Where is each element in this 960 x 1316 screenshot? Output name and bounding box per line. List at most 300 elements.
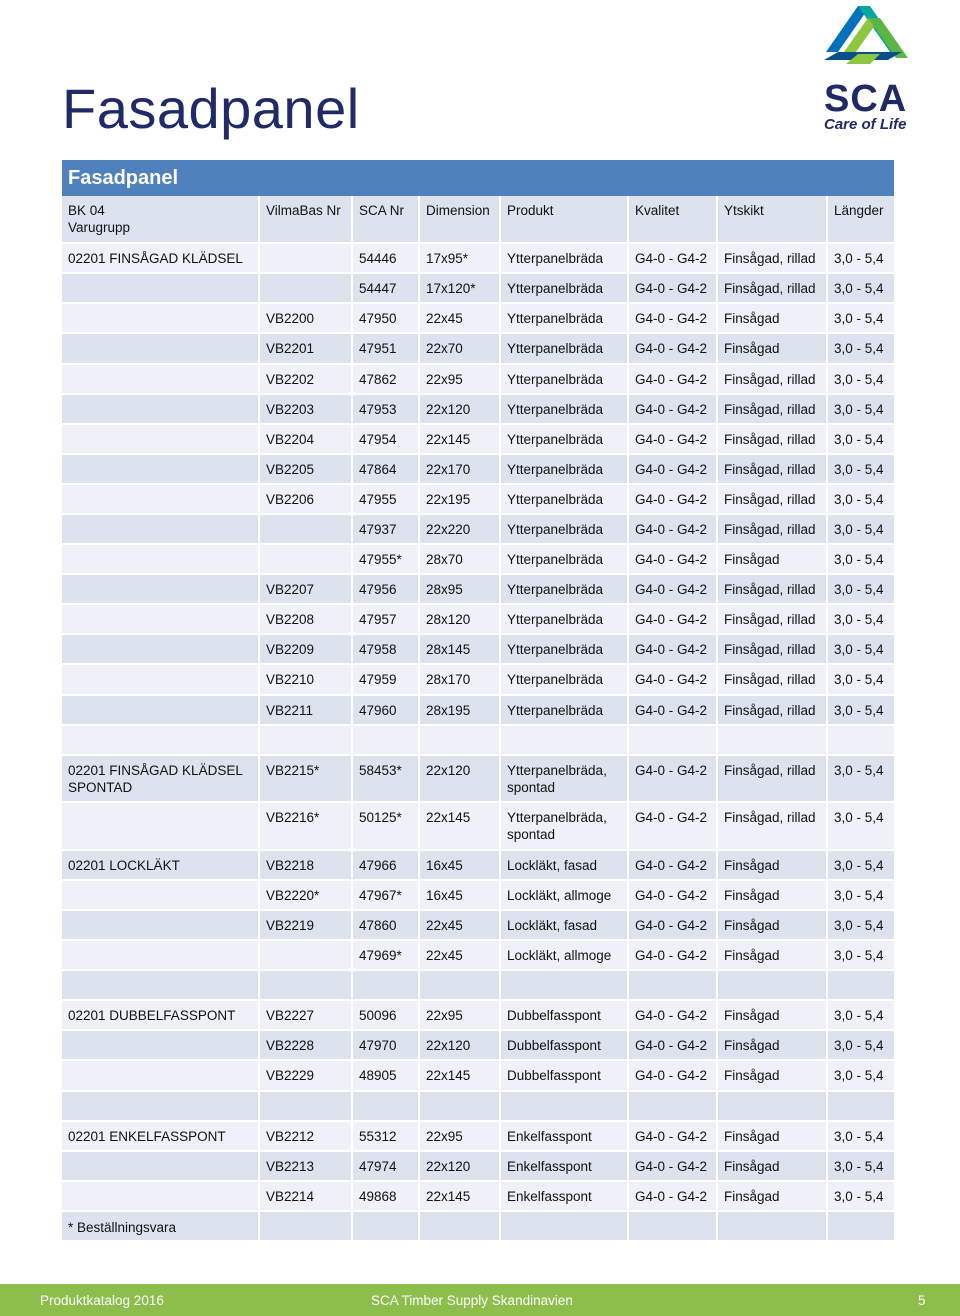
table-cell: 47864 — [353, 455, 420, 485]
table-cell: 22x170 — [420, 455, 501, 485]
table-cell: G4-0 - G4-2 — [629, 803, 718, 851]
table-cell — [62, 1152, 260, 1182]
table-cell — [62, 515, 260, 545]
table-cell — [828, 971, 894, 1001]
table-cell — [62, 425, 260, 455]
table-row — [62, 941, 894, 971]
table-cell: Finsågad — [718, 911, 828, 941]
table-cell: Finsågad, rillad — [718, 244, 828, 274]
table-cell: Finsågad, rillad — [718, 575, 828, 605]
table-cell: 47950 — [353, 304, 420, 334]
column-header: BK 04 Varugrupp — [62, 196, 260, 244]
table-cell: Lockläkt, allmoge — [501, 941, 629, 971]
table-cell — [828, 1092, 894, 1122]
table-cell: 54447 — [353, 274, 420, 304]
table-cell — [353, 726, 420, 756]
table-cell: Ytterpanelbräda — [501, 696, 629, 726]
table-cell: G4-0 - G4-2 — [629, 575, 718, 605]
table-cell: VB2212 — [260, 1122, 353, 1152]
table-cell: VB2218 — [260, 851, 353, 881]
table-cell: 3,0 - 5,4 — [828, 851, 894, 881]
table-cell: VB2213 — [260, 1152, 353, 1182]
table-cell: Ytterpanelbräda, spontad — [501, 756, 629, 804]
table-cell: Lockläkt, fasad — [501, 851, 629, 881]
column-header: Produkt — [501, 196, 629, 244]
table-row — [62, 485, 894, 515]
table-cell — [260, 244, 353, 274]
table-cell — [501, 726, 629, 756]
table-cell: G4-0 - G4-2 — [629, 665, 718, 695]
table-cell: 28x70 — [420, 545, 501, 575]
table-cell: 22x95 — [420, 1001, 501, 1031]
table-cell: Ytterpanelbräda — [501, 605, 629, 635]
table-cell: VB2211 — [260, 696, 353, 726]
table-row — [62, 304, 894, 334]
table-cell: VB2204 — [260, 425, 353, 455]
column-header: Dimension — [420, 196, 501, 244]
table-cell: Finsågad — [718, 941, 828, 971]
table-cell: 22x120 — [420, 1031, 501, 1061]
table-cell: VB2208 — [260, 605, 353, 635]
table-cell: 22x45 — [420, 911, 501, 941]
table-cell: 22x120 — [420, 756, 501, 804]
table-row — [62, 1001, 894, 1031]
table-cell: 22x145 — [420, 1061, 501, 1091]
table-cell: 17x95* — [420, 244, 501, 274]
table-cell: VB2205 — [260, 455, 353, 485]
table-cell: G4-0 - G4-2 — [629, 756, 718, 804]
table-cell: 3,0 - 5,4 — [828, 941, 894, 971]
table-cell: VB2220* — [260, 881, 353, 911]
table-cell: 3,0 - 5,4 — [828, 1122, 894, 1152]
table-cell — [718, 1212, 828, 1242]
table-cell: Dubbelfasspont — [501, 1031, 629, 1061]
table-cell: G4-0 - G4-2 — [629, 696, 718, 726]
table-body — [62, 196, 894, 1242]
table-row — [62, 911, 894, 941]
table-cell — [420, 1212, 501, 1242]
table-cell — [62, 274, 260, 304]
table-cell — [828, 726, 894, 756]
table-row — [62, 1092, 894, 1122]
table-cell — [420, 1092, 501, 1122]
footnote: * Beställningsvara — [68, 1220, 177, 1235]
table-cell — [62, 545, 260, 575]
table-cell: 3,0 - 5,4 — [828, 803, 894, 851]
table-cell: 3,0 - 5,4 — [828, 911, 894, 941]
table-cell — [629, 1212, 718, 1242]
table-cell: Finsågad, rillad — [718, 605, 828, 635]
table-cell: 28x120 — [420, 605, 501, 635]
table-cell: Finsågad, rillad — [718, 635, 828, 665]
table-cell — [501, 1212, 629, 1242]
table-cell: 47960 — [353, 696, 420, 726]
table-cell: 3,0 - 5,4 — [828, 274, 894, 304]
table-cell: 02201 FINSÅGAD KLÄDSEL — [62, 244, 260, 274]
table-cell: Finsågad — [718, 334, 828, 364]
table-cell — [420, 726, 501, 756]
table-cell: 3,0 - 5,4 — [828, 244, 894, 274]
table-cell: 50096 — [353, 1001, 420, 1031]
table-cell: G4-0 - G4-2 — [629, 1152, 718, 1182]
table-cell: 47959 — [353, 665, 420, 695]
table-cell: VB2207 — [260, 575, 353, 605]
table-cell: G4-0 - G4-2 — [629, 545, 718, 575]
table-cell — [260, 971, 353, 1001]
table-cell — [260, 1212, 353, 1242]
table-cell: G4-0 - G4-2 — [629, 515, 718, 545]
table-cell: 3,0 - 5,4 — [828, 485, 894, 515]
table-cell: VB2215* — [260, 756, 353, 804]
table-cell — [501, 1092, 629, 1122]
sca-logo-wordmark: SCA — [824, 78, 908, 120]
table-cell: Finsågad — [718, 545, 828, 575]
table-cell — [828, 1212, 894, 1242]
table-cell: Finsågad — [718, 851, 828, 881]
table-cell: G4-0 - G4-2 — [629, 881, 718, 911]
table-row — [62, 274, 894, 304]
table-cell: G4-0 - G4-2 — [629, 365, 718, 395]
table-cell: Enkelfasspont — [501, 1182, 629, 1212]
column-header: Längder — [828, 196, 894, 244]
table-cell — [260, 515, 353, 545]
table-row — [62, 635, 894, 665]
table-cell: Finsågad, rillad — [718, 665, 828, 695]
table-cell — [62, 881, 260, 911]
table-row — [62, 696, 894, 726]
table-cell: Ytterpanelbräda — [501, 334, 629, 364]
table-cell: Dubbelfasspont — [501, 1061, 629, 1091]
table-cell: 47970 — [353, 1031, 420, 1061]
table-cell: 47957 — [353, 605, 420, 635]
table-cell: 3,0 - 5,4 — [828, 635, 894, 665]
table-cell: 47860 — [353, 911, 420, 941]
table-cell — [260, 941, 353, 971]
table-cell: 54446 — [353, 244, 420, 274]
table-cell: Finsågad — [718, 1031, 828, 1061]
table-cell: 02201 DUBBELFASSPONT — [62, 1001, 260, 1031]
table-cell: 28x195 — [420, 696, 501, 726]
column-header: Kvalitet — [629, 196, 718, 244]
table-cell: Ytterpanelbräda — [501, 455, 629, 485]
table-cell: VB2201 — [260, 334, 353, 364]
table-row — [62, 665, 894, 695]
table-cell: 3,0 - 5,4 — [828, 1061, 894, 1091]
table-cell: VB2206 — [260, 485, 353, 515]
table-cell: VB2214 — [260, 1182, 353, 1212]
table-cell — [62, 455, 260, 485]
table-cell: 47953 — [353, 395, 420, 425]
table-cell: 3,0 - 5,4 — [828, 425, 894, 455]
table-cell: 3,0 - 5,4 — [828, 1182, 894, 1212]
table-cell — [62, 1092, 260, 1122]
table-cell: 3,0 - 5,4 — [828, 665, 894, 695]
table-cell: Finsågad, rillad — [718, 756, 828, 804]
table-cell — [353, 1092, 420, 1122]
table-row — [62, 334, 894, 364]
table-cell: 22x145 — [420, 425, 501, 455]
table-cell: VB2200 — [260, 304, 353, 334]
table-cell — [629, 1092, 718, 1122]
table-cell: Ytterpanelbräda — [501, 575, 629, 605]
table-cell — [62, 485, 260, 515]
table-cell — [420, 971, 501, 1001]
table-section-title: Fasadpanel — [62, 160, 894, 196]
table-cell: 3,0 - 5,4 — [828, 515, 894, 545]
page-footer — [0, 1284, 960, 1316]
table-cell: 22x95 — [420, 1122, 501, 1152]
table-cell: Finsågad, rillad — [718, 455, 828, 485]
table-cell: 47956 — [353, 575, 420, 605]
table-cell — [62, 971, 260, 1001]
table-row — [62, 756, 894, 804]
table-cell: 16x45 — [420, 881, 501, 911]
table-cell: G4-0 - G4-2 — [629, 635, 718, 665]
table-cell: G4-0 - G4-2 — [629, 485, 718, 515]
table-cell: Enkelfasspont — [501, 1122, 629, 1152]
table-cell: G4-0 - G4-2 — [629, 941, 718, 971]
table-cell: 47951 — [353, 334, 420, 364]
table-cell — [718, 971, 828, 1001]
table-cell — [62, 941, 260, 971]
table-row — [62, 455, 894, 485]
table-cell — [62, 575, 260, 605]
table-cell — [62, 304, 260, 334]
table-cell: 3,0 - 5,4 — [828, 545, 894, 575]
table-cell: 3,0 - 5,4 — [828, 1001, 894, 1031]
table-cell: Ytterpanelbräda — [501, 425, 629, 455]
table-cell — [353, 1212, 420, 1242]
table-cell — [62, 726, 260, 756]
table-cell: Finsågad — [718, 881, 828, 911]
table-row — [62, 1031, 894, 1061]
table-row — [62, 1152, 894, 1182]
table-row — [62, 545, 894, 575]
table-cell: 47954 — [353, 425, 420, 455]
table-cell: 47937 — [353, 515, 420, 545]
table-cell: VB2210 — [260, 665, 353, 695]
table-cell — [62, 605, 260, 635]
table-cell — [62, 911, 260, 941]
table-row — [62, 1182, 894, 1212]
table-cell: 48905 — [353, 1061, 420, 1091]
footer-catalog-label: Produktkatalog 2016 — [40, 1293, 164, 1308]
table-cell: 22x95 — [420, 365, 501, 395]
table-cell: 22x45 — [420, 941, 501, 971]
table-cell: Finsågad, rillad — [718, 485, 828, 515]
table-row — [62, 851, 894, 881]
table-cell: 22x145 — [420, 1182, 501, 1212]
table-cell: Ytterpanelbräda — [501, 274, 629, 304]
table-row — [62, 515, 894, 545]
table-cell: 22x145 — [420, 803, 501, 851]
table-cell — [629, 971, 718, 1001]
table-cell — [260, 274, 353, 304]
table-cell: VB2227 — [260, 1001, 353, 1031]
table-header-row — [62, 196, 894, 244]
table-cell: 47955* — [353, 545, 420, 575]
table-cell: Dubbelfasspont — [501, 1001, 629, 1031]
page-title: Fasadpanel — [62, 77, 360, 140]
table-cell: 3,0 - 5,4 — [828, 395, 894, 425]
table-cell: Finsågad, rillad — [718, 425, 828, 455]
table-row — [62, 971, 894, 1001]
table-cell — [62, 635, 260, 665]
table-cell: Ytterpanelbräda — [501, 395, 629, 425]
table-cell: Finsågad — [718, 304, 828, 334]
table-cell — [718, 1092, 828, 1122]
table-cell: 3,0 - 5,4 — [828, 575, 894, 605]
table-cell: G4-0 - G4-2 — [629, 395, 718, 425]
table-row — [62, 365, 894, 395]
table-cell: 47958 — [353, 635, 420, 665]
table-cell: G4-0 - G4-2 — [629, 1061, 718, 1091]
table-cell: Ytterpanelbräda — [501, 635, 629, 665]
table-cell: Finsågad, rillad — [718, 395, 828, 425]
table-cell: Finsågad — [718, 1001, 828, 1031]
table-cell — [353, 971, 420, 1001]
table-cell: Ytterpanelbräda — [501, 304, 629, 334]
table-cell — [62, 365, 260, 395]
table-cell: G4-0 - G4-2 — [629, 334, 718, 364]
table-cell — [260, 1092, 353, 1122]
table-cell — [718, 726, 828, 756]
table-row — [62, 425, 894, 455]
table-cell: Ytterpanelbräda — [501, 365, 629, 395]
table-cell: G4-0 - G4-2 — [629, 455, 718, 485]
table-cell: Lockläkt, fasad — [501, 911, 629, 941]
table-cell: 28x145 — [420, 635, 501, 665]
table-cell: 22x45 — [420, 304, 501, 334]
table-cell: Finsågad, rillad — [718, 696, 828, 726]
table-cell: 02201 ENKELFASSPONT — [62, 1122, 260, 1152]
table-cell: G4-0 - G4-2 — [629, 851, 718, 881]
product-table — [62, 160, 894, 1242]
table-cell: G4-0 - G4-2 — [629, 1182, 718, 1212]
table-row — [62, 605, 894, 635]
table-cell: 47955 — [353, 485, 420, 515]
table-cell: 02201 FINSÅGAD KLÄDSEL SPONTAD — [62, 756, 260, 804]
table-cell: 22x195 — [420, 485, 501, 515]
table-cell: Finsågad, rillad — [718, 515, 828, 545]
table-cell: Finsågad, rillad — [718, 274, 828, 304]
table-cell — [62, 395, 260, 425]
table-cell — [629, 726, 718, 756]
table-cell: 3,0 - 5,4 — [828, 365, 894, 395]
table-row — [62, 803, 894, 851]
table-cell: Finsågad, rillad — [718, 365, 828, 395]
table-cell: 47966 — [353, 851, 420, 881]
table-cell — [501, 971, 629, 1001]
table-cell: VB2203 — [260, 395, 353, 425]
table-cell — [62, 1031, 260, 1061]
table-row — [62, 575, 894, 605]
table-cell: G4-0 - G4-2 — [629, 244, 718, 274]
table-cell: 22x70 — [420, 334, 501, 364]
table-cell: VB2228 — [260, 1031, 353, 1061]
table-cell: 3,0 - 5,4 — [828, 605, 894, 635]
table-cell: Ytterpanelbräda — [501, 515, 629, 545]
table-row — [62, 395, 894, 425]
table-cell: VB2229 — [260, 1061, 353, 1091]
table-cell: Ytterpanelbräda, spontad — [501, 803, 629, 851]
table-cell: VB2209 — [260, 635, 353, 665]
table-row — [62, 1212, 894, 1242]
table-cell — [62, 1182, 260, 1212]
table-cell: G4-0 - G4-2 — [629, 1001, 718, 1031]
table-row — [62, 726, 894, 756]
table-cell: G4-0 - G4-2 — [629, 304, 718, 334]
footer-company: SCA Timber Supply Skandinavien — [371, 1293, 573, 1308]
table-cell: G4-0 - G4-2 — [629, 605, 718, 635]
table-cell: Finsågad — [718, 1122, 828, 1152]
column-header: SCA Nr — [353, 196, 420, 244]
table-cell: Finsågad — [718, 1182, 828, 1212]
table-cell — [62, 665, 260, 695]
table-row — [62, 1061, 894, 1091]
table-cell: 58453* — [353, 756, 420, 804]
column-header: VilmaBas Nr — [260, 196, 353, 244]
table-row — [62, 244, 894, 274]
table-cell: 22x120 — [420, 395, 501, 425]
table-cell: 3,0 - 5,4 — [828, 881, 894, 911]
table-cell: 02201 LOCKLÄKT — [62, 851, 260, 881]
table-cell: G4-0 - G4-2 — [629, 425, 718, 455]
table-cell: 22x120 — [420, 1152, 501, 1182]
table-cell — [260, 726, 353, 756]
table-cell: Enkelfasspont — [501, 1152, 629, 1182]
table-cell: VB2202 — [260, 365, 353, 395]
table-cell: Lockläkt, allmoge — [501, 881, 629, 911]
page-number: 5 — [918, 1293, 926, 1308]
table-cell: 22x220 — [420, 515, 501, 545]
table-cell: 47967* — [353, 881, 420, 911]
table-cell — [260, 545, 353, 575]
table-cell: Ytterpanelbräda — [501, 545, 629, 575]
table-cell: Ytterpanelbräda — [501, 485, 629, 515]
table-cell — [62, 334, 260, 364]
table-cell: 55312 — [353, 1122, 420, 1152]
table-cell: 3,0 - 5,4 — [828, 1152, 894, 1182]
table-cell: Finsågad, rillad — [718, 803, 828, 851]
table-cell: G4-0 - G4-2 — [629, 1122, 718, 1152]
table-cell: 3,0 - 5,4 — [828, 1031, 894, 1061]
table-cell: 28x95 — [420, 575, 501, 605]
table-cell: 47969* — [353, 941, 420, 971]
table-cell: Finsågad — [718, 1061, 828, 1091]
table-cell: 47862 — [353, 365, 420, 395]
table-cell: VB2216* — [260, 803, 353, 851]
table-cell: 3,0 - 5,4 — [828, 304, 894, 334]
column-header: Ytskikt — [718, 196, 828, 244]
table-cell: 3,0 - 5,4 — [828, 455, 894, 485]
table-cell: G4-0 - G4-2 — [629, 1031, 718, 1061]
table-cell: 28x170 — [420, 665, 501, 695]
table-cell: 3,0 - 5,4 — [828, 696, 894, 726]
sca-logo — [818, 2, 918, 136]
table-cell: G4-0 - G4-2 — [629, 911, 718, 941]
table-cell — [62, 1061, 260, 1091]
table-cell: Ytterpanelbräda — [501, 244, 629, 274]
table-cell: 17x120* — [420, 274, 501, 304]
table-cell: 49868 — [353, 1182, 420, 1212]
table-row — [62, 1122, 894, 1152]
table-cell: 3,0 - 5,4 — [828, 756, 894, 804]
table-cell: Ytterpanelbräda — [501, 665, 629, 695]
table-cell: 47974 — [353, 1152, 420, 1182]
table-cell: 16x45 — [420, 851, 501, 881]
table-row — [62, 881, 894, 911]
